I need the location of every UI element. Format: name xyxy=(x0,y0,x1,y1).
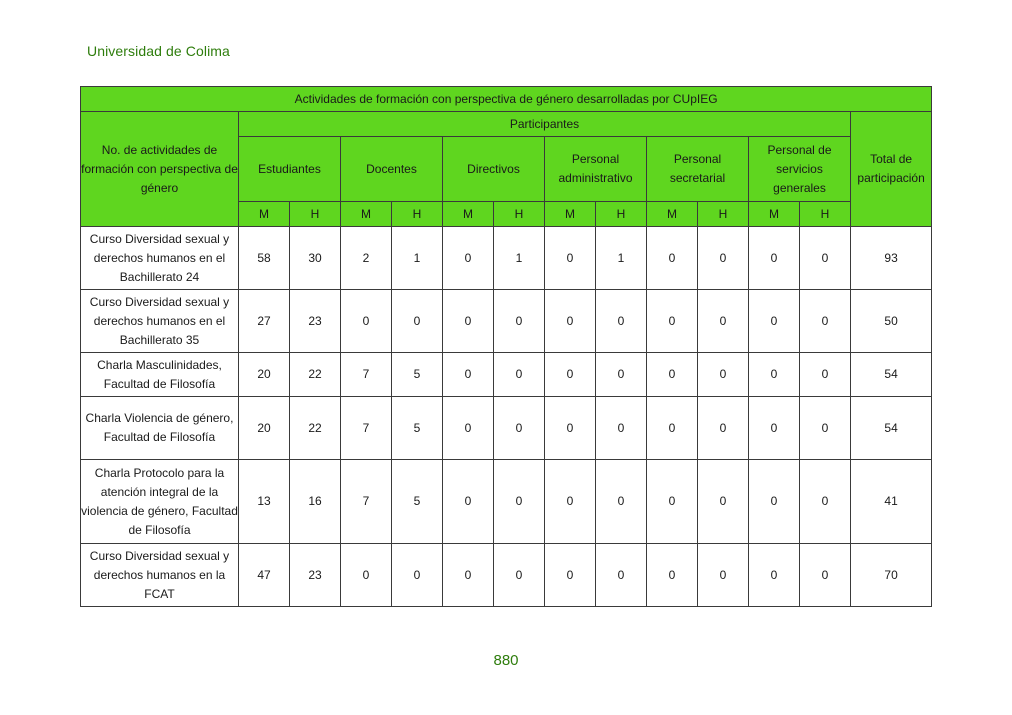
group-header: Personal administrativo xyxy=(545,137,647,202)
value-cell: 0 xyxy=(545,227,596,290)
total-column-header: Total de participación xyxy=(851,112,932,227)
value-cell: 23 xyxy=(290,544,341,607)
value-cell: 0 xyxy=(596,397,647,460)
value-cell: 0 xyxy=(494,290,545,353)
value-cell: 0 xyxy=(443,460,494,544)
sub-header-h: H xyxy=(596,202,647,227)
value-cell: 1 xyxy=(392,227,443,290)
value-cell: 0 xyxy=(341,544,392,607)
value-cell: 0 xyxy=(392,544,443,607)
value-cell: 5 xyxy=(392,460,443,544)
value-cell: 0 xyxy=(545,460,596,544)
sub-header-m: M xyxy=(341,202,392,227)
value-cell: 0 xyxy=(647,290,698,353)
sub-header-h: H xyxy=(290,202,341,227)
value-cell: 0 xyxy=(596,290,647,353)
table-title: Actividades de formación con perspectiva de género desarrolladas por CUpIEG xyxy=(81,87,932,112)
value-cell: 0 xyxy=(698,460,749,544)
value-cell: 30 xyxy=(290,227,341,290)
value-cell: 0 xyxy=(749,397,800,460)
table-row xyxy=(81,227,932,290)
value-cell: 0 xyxy=(443,290,494,353)
value-cell: 0 xyxy=(749,227,800,290)
activity-name-cell: Charla Protocolo para la atención integral de la violencia de género, Facultad de Filosofía xyxy=(81,460,239,544)
value-cell: 0 xyxy=(647,353,698,397)
value-cell: 0 xyxy=(698,290,749,353)
value-cell: 0 xyxy=(443,397,494,460)
sub-header-h: H xyxy=(698,202,749,227)
table-row xyxy=(81,397,932,460)
value-cell: 0 xyxy=(596,353,647,397)
value-cell: 0 xyxy=(341,290,392,353)
value-cell: 0 xyxy=(545,397,596,460)
activity-name-cell: Curso Diversidad sexual y derechos humanos en la FCAT xyxy=(81,544,239,607)
table-row xyxy=(81,544,932,607)
value-cell: 7 xyxy=(341,460,392,544)
value-cell: 0 xyxy=(443,227,494,290)
value-cell: 0 xyxy=(698,544,749,607)
institution-name: Universidad de Colima xyxy=(87,43,230,59)
activity-name-cell: Charla Masculinidades, Facultad de Filosofía xyxy=(81,353,239,397)
value-cell: 0 xyxy=(494,353,545,397)
value-cell: 0 xyxy=(698,227,749,290)
table-row xyxy=(81,290,932,353)
value-cell: 0 xyxy=(800,460,851,544)
sub-header-h: H xyxy=(494,202,545,227)
value-cell: 20 xyxy=(239,397,290,460)
value-cell: 0 xyxy=(647,397,698,460)
group-header: Directivos xyxy=(443,137,545,202)
group-header: Personal secretarial xyxy=(647,137,749,202)
value-cell: 0 xyxy=(443,544,494,607)
value-cell: 0 xyxy=(749,544,800,607)
table-row xyxy=(81,460,932,544)
value-cell: 0 xyxy=(800,290,851,353)
group-header: Docentes xyxy=(341,137,443,202)
value-cell: 0 xyxy=(392,290,443,353)
activities-table xyxy=(80,86,932,607)
value-cell: 0 xyxy=(494,397,545,460)
value-cell: 5 xyxy=(392,353,443,397)
value-cell: 7 xyxy=(341,397,392,460)
total-cell: 54 xyxy=(851,397,932,460)
total-cell: 50 xyxy=(851,290,932,353)
sub-header-m: M xyxy=(443,202,494,227)
value-cell: 16 xyxy=(290,460,341,544)
table-row xyxy=(81,353,932,397)
value-cell: 7 xyxy=(341,353,392,397)
value-cell: 58 xyxy=(239,227,290,290)
group-header: Estudiantes xyxy=(239,137,341,202)
value-cell: 0 xyxy=(647,460,698,544)
activity-name-cell: Charla Violencia de género, Facultad de Filosofía xyxy=(81,397,239,460)
value-cell: 0 xyxy=(545,544,596,607)
value-cell: 0 xyxy=(647,227,698,290)
value-cell: 0 xyxy=(494,544,545,607)
value-cell: 1 xyxy=(494,227,545,290)
value-cell: 0 xyxy=(800,397,851,460)
group-header: Personal de servicios generales xyxy=(749,137,851,202)
sub-header-m: M xyxy=(545,202,596,227)
sub-header-h: H xyxy=(392,202,443,227)
total-cell: 93 xyxy=(851,227,932,290)
value-cell: 0 xyxy=(749,290,800,353)
total-cell: 41 xyxy=(851,460,932,544)
value-cell: 23 xyxy=(290,290,341,353)
value-cell: 2 xyxy=(341,227,392,290)
page-number: 880 xyxy=(493,652,519,669)
value-cell: 0 xyxy=(800,544,851,607)
value-cell: 22 xyxy=(290,353,341,397)
total-cell: 70 xyxy=(851,544,932,607)
value-cell: 0 xyxy=(749,460,800,544)
participants-header: Participantes xyxy=(239,112,851,137)
activity-column-header: No. de actividades de formación con perspectiva de género xyxy=(81,112,239,227)
value-cell: 0 xyxy=(800,227,851,290)
value-cell: 47 xyxy=(239,544,290,607)
value-cell: 0 xyxy=(698,397,749,460)
value-cell: 22 xyxy=(290,397,341,460)
value-cell: 0 xyxy=(494,460,545,544)
value-cell: 1 xyxy=(596,227,647,290)
total-cell: 54 xyxy=(851,353,932,397)
value-cell: 0 xyxy=(800,353,851,397)
activity-name-cell: Curso Diversidad sexual y derechos humanos en el Bachillerato 35 xyxy=(81,290,239,353)
value-cell: 5 xyxy=(392,397,443,460)
value-cell: 0 xyxy=(647,544,698,607)
value-cell: 0 xyxy=(698,353,749,397)
value-cell: 0 xyxy=(545,290,596,353)
sub-header-h: H xyxy=(800,202,851,227)
value-cell: 13 xyxy=(239,460,290,544)
sub-header-m: M xyxy=(647,202,698,227)
value-cell: 0 xyxy=(596,544,647,607)
sub-header-m: M xyxy=(749,202,800,227)
sub-header-m: M xyxy=(239,202,290,227)
value-cell: 20 xyxy=(239,353,290,397)
value-cell: 0 xyxy=(749,353,800,397)
value-cell: 27 xyxy=(239,290,290,353)
value-cell: 0 xyxy=(443,353,494,397)
value-cell: 0 xyxy=(596,460,647,544)
activity-name-cell: Curso Diversidad sexual y derechos humanos en el Bachillerato 24 xyxy=(81,227,239,290)
value-cell: 0 xyxy=(545,353,596,397)
